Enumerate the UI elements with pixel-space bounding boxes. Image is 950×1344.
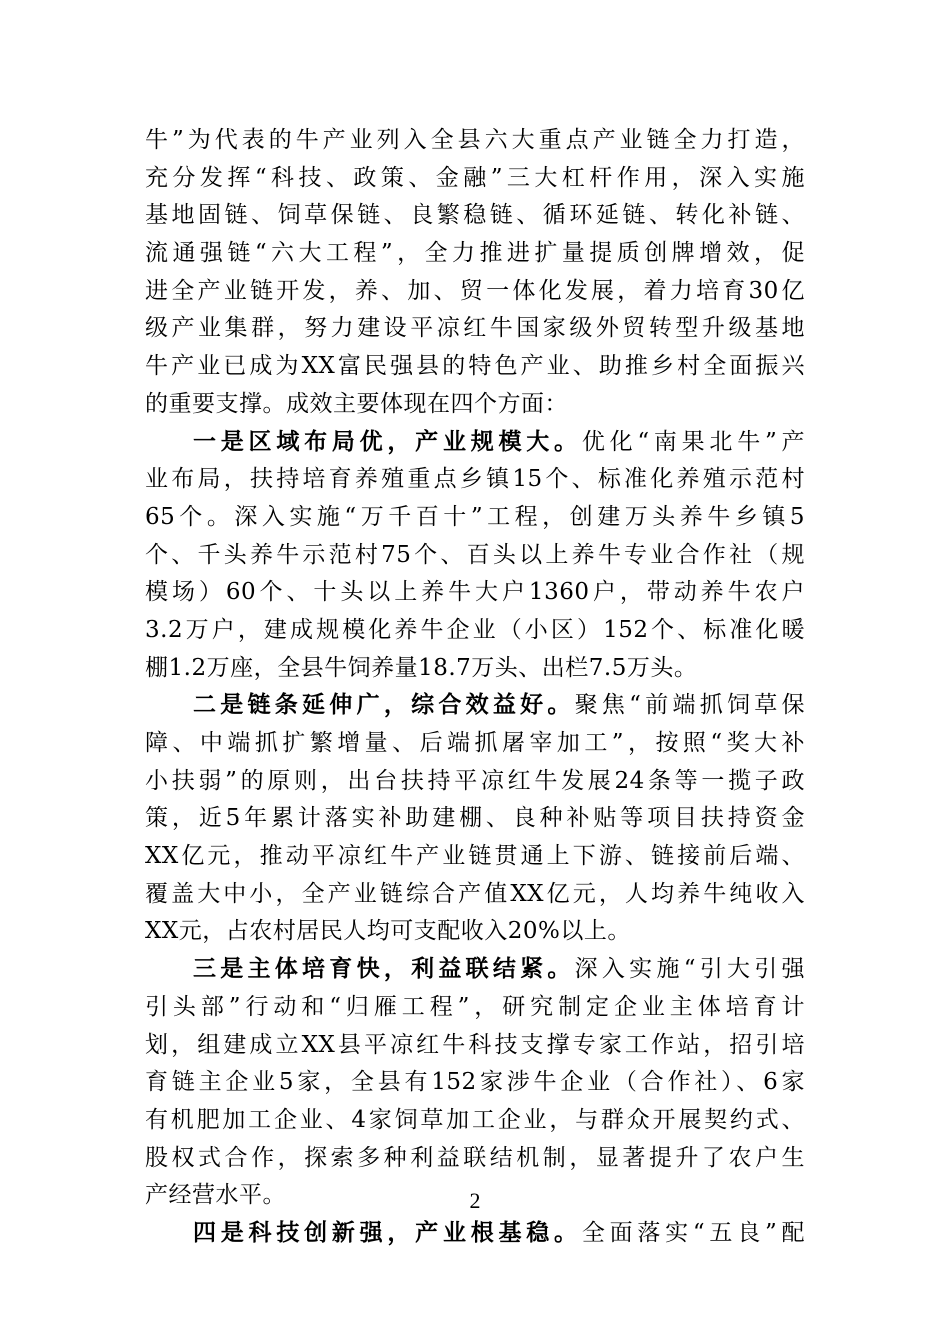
text-line: 牛”为代表的牛产业列入全县六大重点产业链全力打造， xyxy=(145,127,805,153)
text-line: 覆盖大中小，全产业链综合产值XX亿元，人均养牛纯收入 xyxy=(145,880,805,907)
text-line: 牛产业已成为XX富民强县的特色产业、助推乡村全面振兴 xyxy=(145,353,805,380)
text-line: 策，近5年累计落实补助建棚、良种补贴等项目扶持资金 xyxy=(145,805,805,832)
text-line: 产经营水平。 xyxy=(145,1182,286,1209)
paragraph-heading: 四是科技创新强，产业根基稳。 xyxy=(193,1219,582,1246)
text-line: 划，组建成立XX县平凉红牛科技支撑专家工作站，招引培 xyxy=(145,1031,805,1058)
text-line: 基地固链、饲草保链、良繁稳链、循环延链、转化补链、 xyxy=(145,202,805,229)
body-text xyxy=(145,122,805,1253)
text-line: 小扶弱”的原则，出台扶持平凉红牛发展24条等一揽子政 xyxy=(145,767,805,794)
text-line: 个、千头养牛示范村75个、百头以上养牛专业合作社（规 xyxy=(145,541,805,568)
text-line: 的重要支撑。成效主要体现在四个方面： xyxy=(145,390,568,417)
page-number: 2 xyxy=(469,1188,481,1213)
paragraph-heading: 一是区域布局优，产业规模大。 xyxy=(193,428,582,455)
text-line: 棚1.2万座，全县牛饲养量18.7万头、出栏7.5万头。 xyxy=(145,654,698,681)
text-line: 进全产业链开发，养、加、贸一体化发展，着力培育30亿 xyxy=(145,277,805,304)
text-line: 引头部”行动和“归雁工程”，研究制定企业主体培育计 xyxy=(145,993,805,1020)
text-line: 65个。深入实施“万千百十”工程，创建万头养牛乡镇5 xyxy=(145,503,805,530)
text-line: 3.2万户，建成规模化养牛企业（小区）152个、标准化暖 xyxy=(145,616,805,643)
text-line: 障、中端抓扩繁增量、后端抓屠宰加工”，按照“奖大补 xyxy=(145,730,805,756)
text-line: 有机肥加工企业、4家饲草加工企业，与群众开展契约式、 xyxy=(145,1106,805,1133)
paragraph-heading: 二是链条延伸广，综合效益好。 xyxy=(193,692,575,719)
text-line: 业布局，扶持培育养殖重点乡镇15个、标准化养殖示范村 xyxy=(145,466,805,493)
paragraph-heading-line: 二是链条延伸广，综合效益好。聚焦“前端抓饲草保 xyxy=(193,692,805,719)
text-line: 模场）60个、十头以上养牛大户1360户，带动养牛农户 xyxy=(145,579,805,606)
text-line: 流通强链“六大工程”，全力推进扩量提质创牌增效，促 xyxy=(145,240,805,267)
text-line: 育链主企业5家，全县有152家涉牛企业（合作社）、6家 xyxy=(145,1069,805,1096)
text-line: 股权式合作，探索多种利益联结机制，显著提升了农户生 xyxy=(145,1144,805,1171)
paragraph-heading-line: 四是科技创新强，产业根基稳。全面落实“五良”配 xyxy=(193,1219,805,1246)
text-line: XX元，占农村居民人均可支配收入20%以上。 xyxy=(145,918,631,945)
paragraph-heading-line: 三是主体培育快，利益联结紧。深入实施“引大引强 xyxy=(193,956,805,983)
text-line: XX亿元，推动平凉红牛产业链贯通上下游、链接前后端、 xyxy=(145,843,805,870)
text-line: 充分发挥“科技、政策、金融”三大杠杆作用，深入实施 xyxy=(145,164,805,191)
text-line: 级产业集群，努力建设平凉红牛国家级外贸转型升级基地 xyxy=(145,315,805,342)
paragraph-heading-line: 一是区域布局优，产业规模大。优化“南果北牛”产 xyxy=(193,428,805,455)
paragraph-heading: 三是主体培育快，利益联结紧。 xyxy=(193,956,575,983)
